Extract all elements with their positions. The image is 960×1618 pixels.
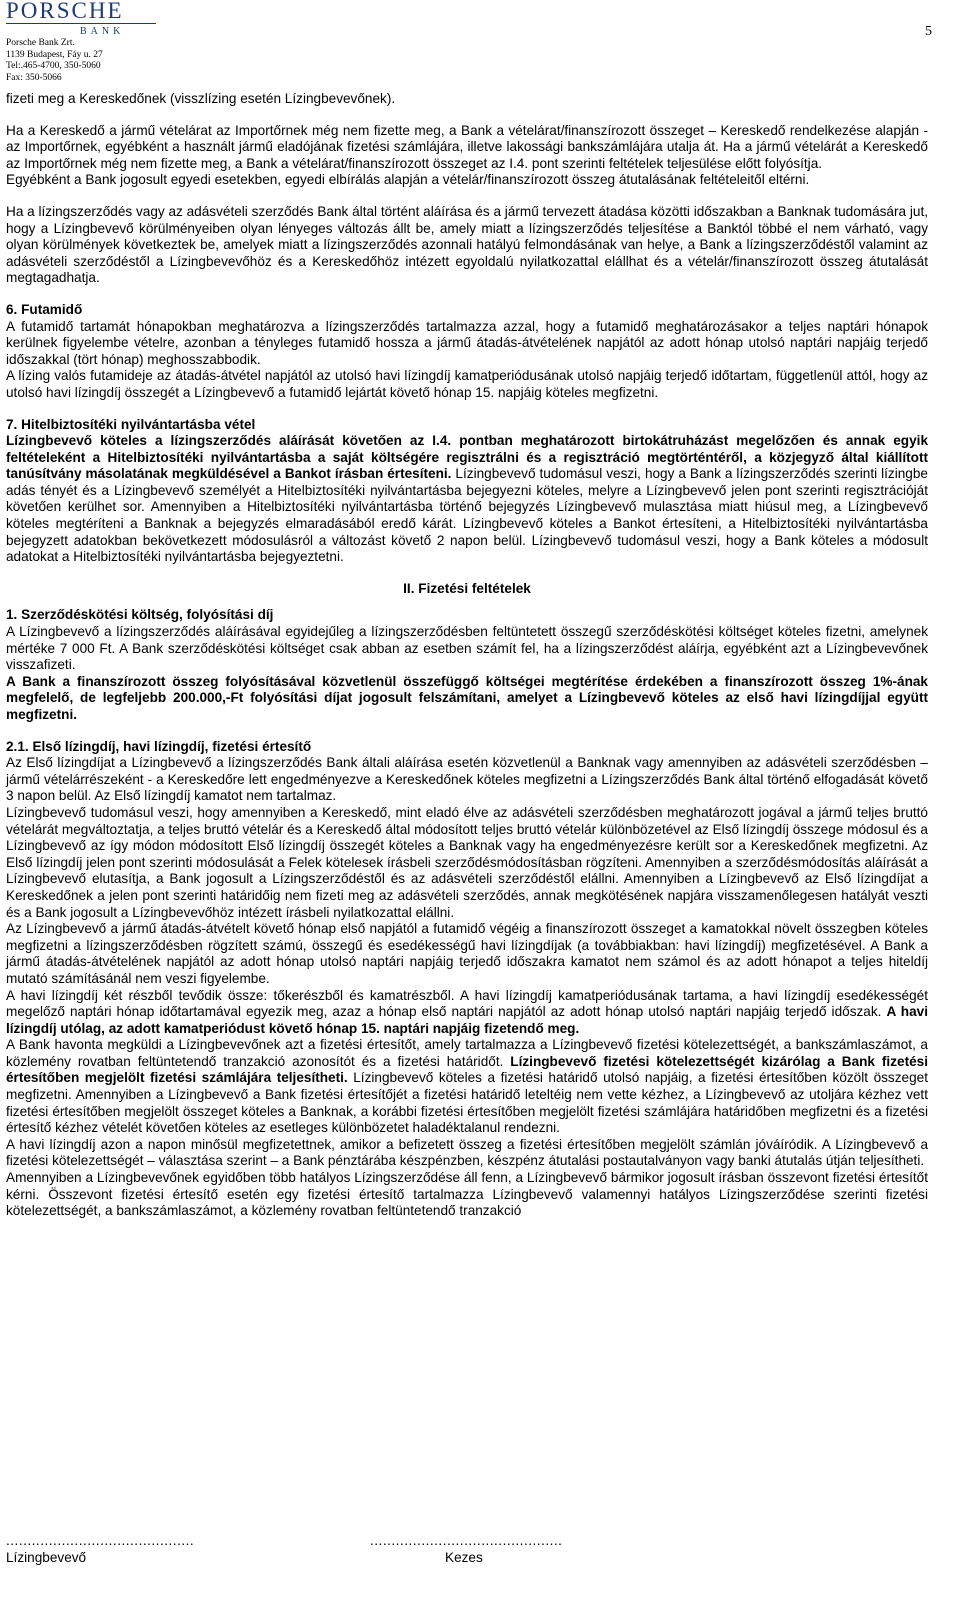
paragraph: A lízing valós futamideje az átadás-átvétel napjától az utolsó havi lízingdíj kamatperiódusának utolsó napjáig terjedő időtartam, függetlenül attól, hogy az utolsó havi lízingdíj összegét a Lízingbevevő a futamidő lejártát követő hónap 15. napjáig köteles megfizetni. <box>6 368 928 400</box>
paragraph: Ha a Kereskedő a jármű vételárat az Importőrnek még nem fizette meg, a Bank a vételárat/finanszírozott összeget – Kereskedő rendelkezése alapján - az Importőrnek, egyébként a használt jármű eladójának fizetési számlájára, illetve lakossági bankszámlájára utalja át. Ha a jármű vételárát a Kereskedő az Importőrnek még nem fizette meg, a Bank a vételárat/finanszírozott összeget az I.4. pont szerinti feltételek teljesülése előtt folyósítja. <box>6 122 928 171</box>
signature-label: Kezes <box>445 1550 483 1565</box>
bold-text: Lízingbevevő köteles a lízingszerződés aláírását követően az I.4. pontban meghatározott birtokátruházást megelőzően és annak egyik feltételeként a Hitelbiztosítéki nyilvántartásba a saját költségére regisztrálni és a regisztráció megtörténtéről, a közjegyző által kiállított tanúsítvány másolatának megküldésével a Bankot írásban értesíteni. <box>6 433 928 482</box>
paragraph: A havi lízingdíj azon a napon minősül megfizetettnek, amikor a befizetett összeg a fizetési értesítőben megjelölt számlán jóváíródik. A Lízingbevevő a fizetési kötelezettségét – választása szerint – a Bank pénztárába készpénzben, készpénz átutalási postautalványon vagy banki átutalás útján teljesítheti. <box>6 1136 928 1169</box>
signature-line: ............................................ <box>6 1533 195 1548</box>
paragraph-text: Lízingbevevő köteles a fizetési határidő utolsó napjáig, a fizetési értesítőben közölt összeget megfizetni. Amennyiben a Lízingbevevő a Bank fizetési értesítőjét a fizetési határidő leteltéig nem vette kézhez, a Lízingbevevő az utoljára kézhez vett fizetési értesítőben megjelölt összeget köteles a Banknak, a korábbi fizetési értesítőben megjelölt fizetési számlájára határidőben megfizetni és a fizetési értesítő kézhez vételét követően köteles az esetleges különbözetet haladéktalanul rendezni. <box>6 1070 928 1136</box>
paragraph: Ha a lízingszerződés vagy az adásvételi szerződés Bank által történt aláírása és a jármű tervezett átadása közötti időszakban a Banknak tudomására jut, hogy a Lízingbevevő körülményeiben olyan lényeges változás állt be, amely miatt a lízingszerződés teljesítése a Banktól többé el nem várható, vagy olyan körülmények következtek be, amelyek miatt a lízingszerződés azonnali hatályú felmondásának van helye, a Bank a lízingszerződéstől valamint az adásvételi szerződéstől a Lízingbevevőhöz és a Kereskedőhöz intézett egyoldalú nyilatkozattal elállhat és a vételár/finanszírozott összeg átutalását megtagadhatja. <box>6 203 928 286</box>
paragraph-text: Lízingbevevő tudomásul veszi, hogy a Bank a lízingszerződés szerinti lízingbe adás tényét és a Lízingbevevő személyét a Hitelbiztosítéki nyilvántartásba bejegyezni köteles, melyre a Lízingbevevő jelen pont szerinti regisztrációját követően kerülhet sor. Amennyiben a Hitelbiztosítéki nyilvántartásba történő bejegyzés Lízingbevevő mulasztása miatt hiúsul meg, a Lízingbevevő köteles megtéríteni a Banknak a bejegyzés elmaradásából eredő kárát. Lízingbevevő köteles a Bankot értesíteni, a Hitelbiztosítéki nyilvántartásba bejegyzett adatokban bekövetkezett módosulásról a változást követő 2 napon belül. Lízingbevevő tudomásul veszi, hogy a Bank köteles a módosult adatokat a Hitelbiztosítéki nyilvántartásba bejegyeztetni. <box>6 466 928 565</box>
document-body <box>6 91 928 1220</box>
page-number: 5 <box>925 24 932 39</box>
paragraph-bold: A Bank a finanszírozott összeg folyósításával közvetlenül összefüggő költségei megtérítése érdekében a finanszírozott összeg 1%-ának megfelelő, de legfeljebb 200.000,-Ft folyósítási díjat jogosult felszámítani, amelyet a Lízingbevevő köteles az első havi lízingdíjjal együtt megfizetni. <box>6 673 928 722</box>
bold-text: A havi lízingdíj utólag, az adott kamatperiódust követő hónap 15. naptári napjáig fizetendő meg. <box>6 1004 928 1036</box>
logo-divider <box>6 23 156 24</box>
chapter-heading: II. Fizetési feltételek <box>403 580 531 596</box>
bank-logo: PORSCHE <box>6 0 124 23</box>
lessee-signature <box>6 1533 195 1565</box>
paragraph-text: A havi lízingdíj két részből tevődik össze: tőkerészből és kamatrészből. A havi lízingdíj kamatperiódusának tartama, a havi lízingdíj esedékességét megelőző naptári hónap időtartamával egyezik meg, azaz a hónap első naptári napjától az adott hónap utolsó naptári napjáig terjedő időszak. <box>6 987 928 1020</box>
bank-logo-subtitle: BANK <box>80 26 125 37</box>
paragraph: fizeti meg a Kereskedőnek (visszlízing esetén Lízingbevevőnek). <box>6 91 396 106</box>
guarantor-signature <box>370 1533 563 1565</box>
company-fax: Fax: 350-5066 <box>6 72 62 83</box>
section-heading-7: 7. Hitelbiztosítéki nyilvántartásba vétel <box>6 416 256 432</box>
paragraph: A futamidő tartamát hónapokban meghatározva a lízingszerződés tartalmazza azzal, hogy a futamidő meghatározásakor a teljes naptári hónapok kerülnek figyelembe vételre, azonban a tényleges futamidő hossza a jármű átadás-átvételének napjától az adott hónap utolsó naptári napjáig terjedő időszakkal (tört hónap) meghosszabbodik. <box>6 318 928 367</box>
paragraph: Amennyiben a Lízingbevevőnek egyidőben több hatályos Lízingszerződése áll fenn, a Lízingbevevő bármikor jogosult írásban összevont fizetési értesítőt kérni. Összevont fizetési értesítő esetén egy fizetési értesítő tartalmazza Lízingbevevő valamennyi hatályos Lízingszerződése szerinti fizetési kötelezettségét, a bankszámlaszámot, a közlemény rovatban feltüntetendő tranzakció <box>6 1170 928 1219</box>
letterhead <box>6 0 186 84</box>
signature-label: Lízingbevevő <box>6 1550 87 1565</box>
paragraph <box>6 433 928 566</box>
signature-area <box>6 1534 928 1614</box>
paragraph <box>6 1037 928 1137</box>
paragraph: Az Első lízingdíjat a Lízingbevevő a lízingszerződés Bank általi aláírása esetén közvetlenül a Banknak vagy amennyiben az adásvételi szerződésben – jármű vételárrészeként - a Kereskedőre lett engedményezve a Kereskedőnek köteles megfizetni a Lízingszerződés Bank által történő elfogadását követő 3 napon belül. Az Első lízingdíj kamatot nem tartalmaz. <box>6 755 928 804</box>
company-address: 1139 Budapest, Fáy u. 27 <box>6 49 103 60</box>
section-heading-1: 1. Szerződéskötési költség, folyósítási díj <box>6 607 274 623</box>
paragraph: A Lízingbevevő a lízingszerződés aláírásával egyidejűleg a lízingszerződésben feltüntetett összegű szerződéskötési költséget köteles fizetni, amelynek mértéke 7 000 Ft. A Bank szerződéskötési költséget csak abban az esetben számít fel, ha a lízingszerződést aláírja, egyébként azt a Lízingbevevőnek visszafizeti. <box>6 624 928 673</box>
section-heading-6: 6. Futamidő <box>6 301 83 317</box>
company-name: Porsche Bank Zrt. <box>6 38 75 48</box>
paragraph <box>6 988 928 1038</box>
bold-text: Lízingbevevő fizetési kötelezettségét kizárólag a Bank fizetési értesítőben megjelölt fizetési számlájára teljesítheti. <box>6 1053 928 1086</box>
company-phone: Tel:.465-4700, 350-5060 <box>6 61 101 72</box>
paragraph: Az Lízingbevevő a jármű átadás-átvételt követő hónap első napjától a futamidő végéig a finanszírozott összeget a kamatokkal növelt összegben köteles megfizetni a lízingszerződésben rögzített számú, összegű és esedékességű havi lízingdíjak (a továbbiakban: havi lízingdíj) megfizetésével. A Bank a jármű átadás-átvételének napjától az adott hónap utolsó naptári napjáig terjedő időszakra kamatot nem számol és az adott hónapot a teljes hiteldíj mutató számításánál nem veszi figyelembe. <box>6 921 928 986</box>
paragraph: Egyébként a Bank jogosult egyedi esetekben, egyedi elbírálás alapján a vételár/finanszírozott összeg átutalásának feltételeitől eltérni. <box>6 172 810 188</box>
paragraph-text: A Bank havonta megküldi a Lízingbevevőnek azt a fizetési értesítőt, amely tartalmazza a Lízingbevevő fizetési kötelezettségét, a bankszámlaszámot, a közlemény rovatban feltüntetendő tranzakció azonosítót és a fizetési határidőt. <box>6 1037 928 1069</box>
section-heading-2-1: 2.1. Első lízingdíj, havi lízingdíj, fizetési értesítő <box>6 738 312 754</box>
signature-line: ............................................. <box>370 1533 563 1548</box>
paragraph: Lízingbevevő tudomásul veszi, hogy amennyiben a Kereskedő, mint eladó élve az adásvételi szerződésben meghatározott jogával a jármű teljes bruttó vételárát megváltoztatja, a teljes bruttó vételár és a Kereskedő által módosított teljes bruttó vételár különbözetével az Első lízingdíj összege módosul és a Lízingbevevő az így módon módosított Első lízingdíj összegét köteles a Banknak vagy ha engedményezésre került sor a Kereskedőnek megfizetni. Az Első lízingdíj jelen pont szerinti módosulását a Felek kötelesek írásbeli szerződésmódosításban rögzíteni. Amennyiben a szerződésmódosítás aláírását a Lízingbevevő elutasítja, a Bank jogosult a Lízingszerződéstől és az adásvételi szerződéstől elállni. Amennyiben a Lízingbevevő az Első lízingdíjat a Kereskedőnek a jelen pont szerinti határidőig nem fizeti meg az adásvételi szerződés, annak megkötésének napjára visszamenőlegesen hatályát veszti és a Bank jogosult a Lízingbevevőhöz intézett írásbeli nyilatkozattal elállni. <box>6 804 928 920</box>
